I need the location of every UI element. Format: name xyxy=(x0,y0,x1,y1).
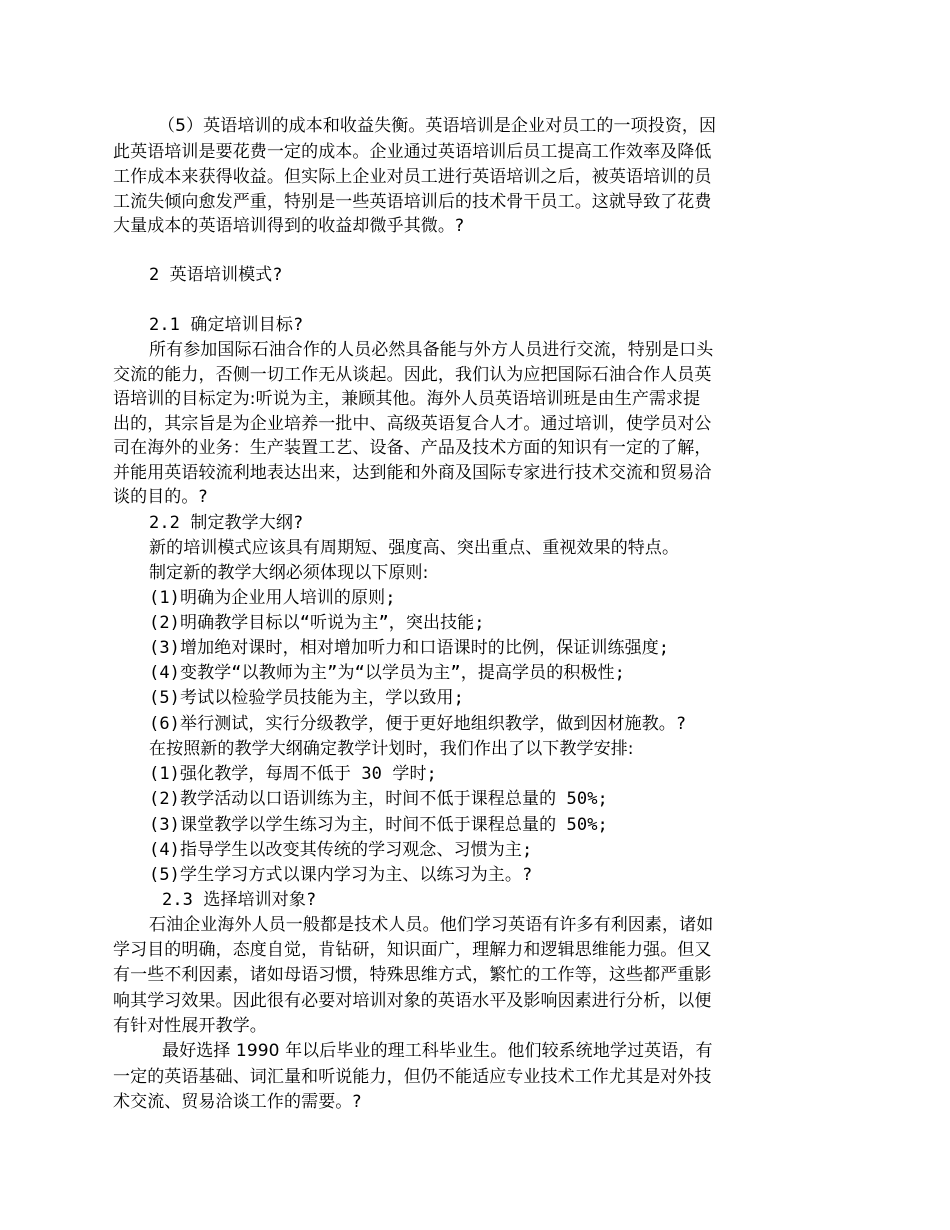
section-2-3-line-3: 有一些不利因素，诸如母语习惯，特殊思维方式，繁忙的工作等，这些都严重影 xyxy=(113,965,712,985)
arrangement-item: (3)课堂教学以学生练习为主，时间不低于课程总量的 50%; xyxy=(149,815,608,835)
section-heading-2: 2 英语培训模式? xyxy=(149,265,283,285)
section-heading-2-1: 2.1 确定培训目标? xyxy=(149,315,304,335)
paragraph-5-line-4: 工流失倾向愈发严重，特别是一些英语培训后的技术骨干员工。这就导致了花费 xyxy=(113,192,712,212)
section-2-3-line-5: 有针对性展开教学。 xyxy=(113,1016,267,1036)
section-2-3-para2-line-2: 一定的英语基础、词汇量和听说能力，但仍不能适应专业技术工作尤其是对外技 xyxy=(113,1067,712,1087)
paragraph-5-line-5: 大量成本的英语培训得到的收益却微乎其微。? xyxy=(113,216,465,236)
section-2-3-para2-line-1: 最好选择 1990 年以后毕业的理工科毕业生。他们较系统地学过英语，有 xyxy=(162,1041,713,1061)
section-2-2-principles-intro: 制定新的教学大纲必须体现以下原则: xyxy=(149,563,429,583)
arrangement-item: (4)指导学生以改变其传统的学习观念、习惯为主; xyxy=(149,840,533,860)
arrangement-item: (1)强化教学，每周不低于 30 学时; xyxy=(149,764,437,784)
section-2-2-arrangement-intro: 在按照新的教学大纲确定教学计划时，我们作出了以下教学安排: xyxy=(149,739,634,759)
section-2-1-line-6: 并能用英语较流利地表达出来，达到能和外商及国际专家进行技术交流和贸易洽 xyxy=(113,463,712,483)
principle-item: (5)考试以检验学员技能为主，学以致用; xyxy=(149,688,464,708)
principle-item: (6)举行测试，实行分级教学，便于更好地组织教学，做到因材施教。? xyxy=(149,714,687,734)
section-2-1-line-4: 出的，其宗旨是为企业培养一批中、高级英语复合人才。通过培训，使学员对公 xyxy=(113,414,712,434)
section-heading-2-3: 2.3 选择培训对象? xyxy=(162,890,317,910)
arrangement-item: (5)学生学习方式以课内学习为主、以练习为主。? xyxy=(149,865,533,885)
section-2-3-para2-line-3: 术交流、贸易洽谈工作的需要。? xyxy=(113,1092,362,1112)
paragraph-5-line-2: 此英语培训是要花费一定的成本。企业通过英语培训后员工提高工作效率及降低 xyxy=(113,142,712,162)
section-2-2-intro: 新的培训模式应该具有周期短、强度高、突出重点、重视效果的特点。 xyxy=(149,538,680,558)
section-2-1-line-2: 交流的能力，否侧一切工作无从谈起。因此，我们认为应把国际石油合作人员英 xyxy=(113,365,712,385)
section-2-1-line-3: 语培训的目标定为:听说为主，兼顾其他。海外人员英语培训班是由生产需求提 xyxy=(113,389,701,409)
section-2-1-line-5: 司在海外的业务：生产装置工艺、设备、产品及技术方面的知识有一定的了解， xyxy=(113,438,712,458)
principle-item: (1)明确为企业用人培训的原则; xyxy=(149,588,396,608)
section-2-3-line-2: 学习目的明确，态度自觉，肯钻研，知识面广，理解力和逻辑思维能力强。但又 xyxy=(113,940,712,960)
paragraph-5-line-3: 工作成本来获得收益。但实际上企业对员工进行英语培训之后，被英语培训的员 xyxy=(113,167,712,187)
paragraph-5-line-1: （5）英语培训的成本和收益失衡。英语培训是企业对员工的一项投资，因 xyxy=(158,116,717,136)
principle-item: (4)变教学“以教师为主”为“以学员为主”，提高学员的积极性; xyxy=(149,663,625,683)
principle-item: (2)明确教学目标以“听说为主”，突出技能; xyxy=(149,613,485,633)
section-2-3-line-1: 石油企业海外人员一般都是技术人员。他们学习英语有许多有利因素，诸如 xyxy=(149,915,714,935)
principle-item: (3)增加绝对课时，相对增加听力和口语课时的比例，保证训练强度; xyxy=(149,638,670,658)
section-2-1-line-7: 谈的目的。? xyxy=(113,487,208,507)
section-2-3-line-4: 响其学习效果。因此很有必要对培训对象的英语水平及影响因素进行分析，以便 xyxy=(113,991,712,1011)
section-heading-2-2: 2.2 制定教学大纲? xyxy=(149,513,304,533)
section-2-1-line-1: 所有参加国际石油合作的人员必然具备能与外方人员进行交流，特别是口头 xyxy=(149,340,714,360)
arrangement-item: (2)教学活动以口语训练为主，时间不低于课程总量的 50%; xyxy=(149,789,608,809)
